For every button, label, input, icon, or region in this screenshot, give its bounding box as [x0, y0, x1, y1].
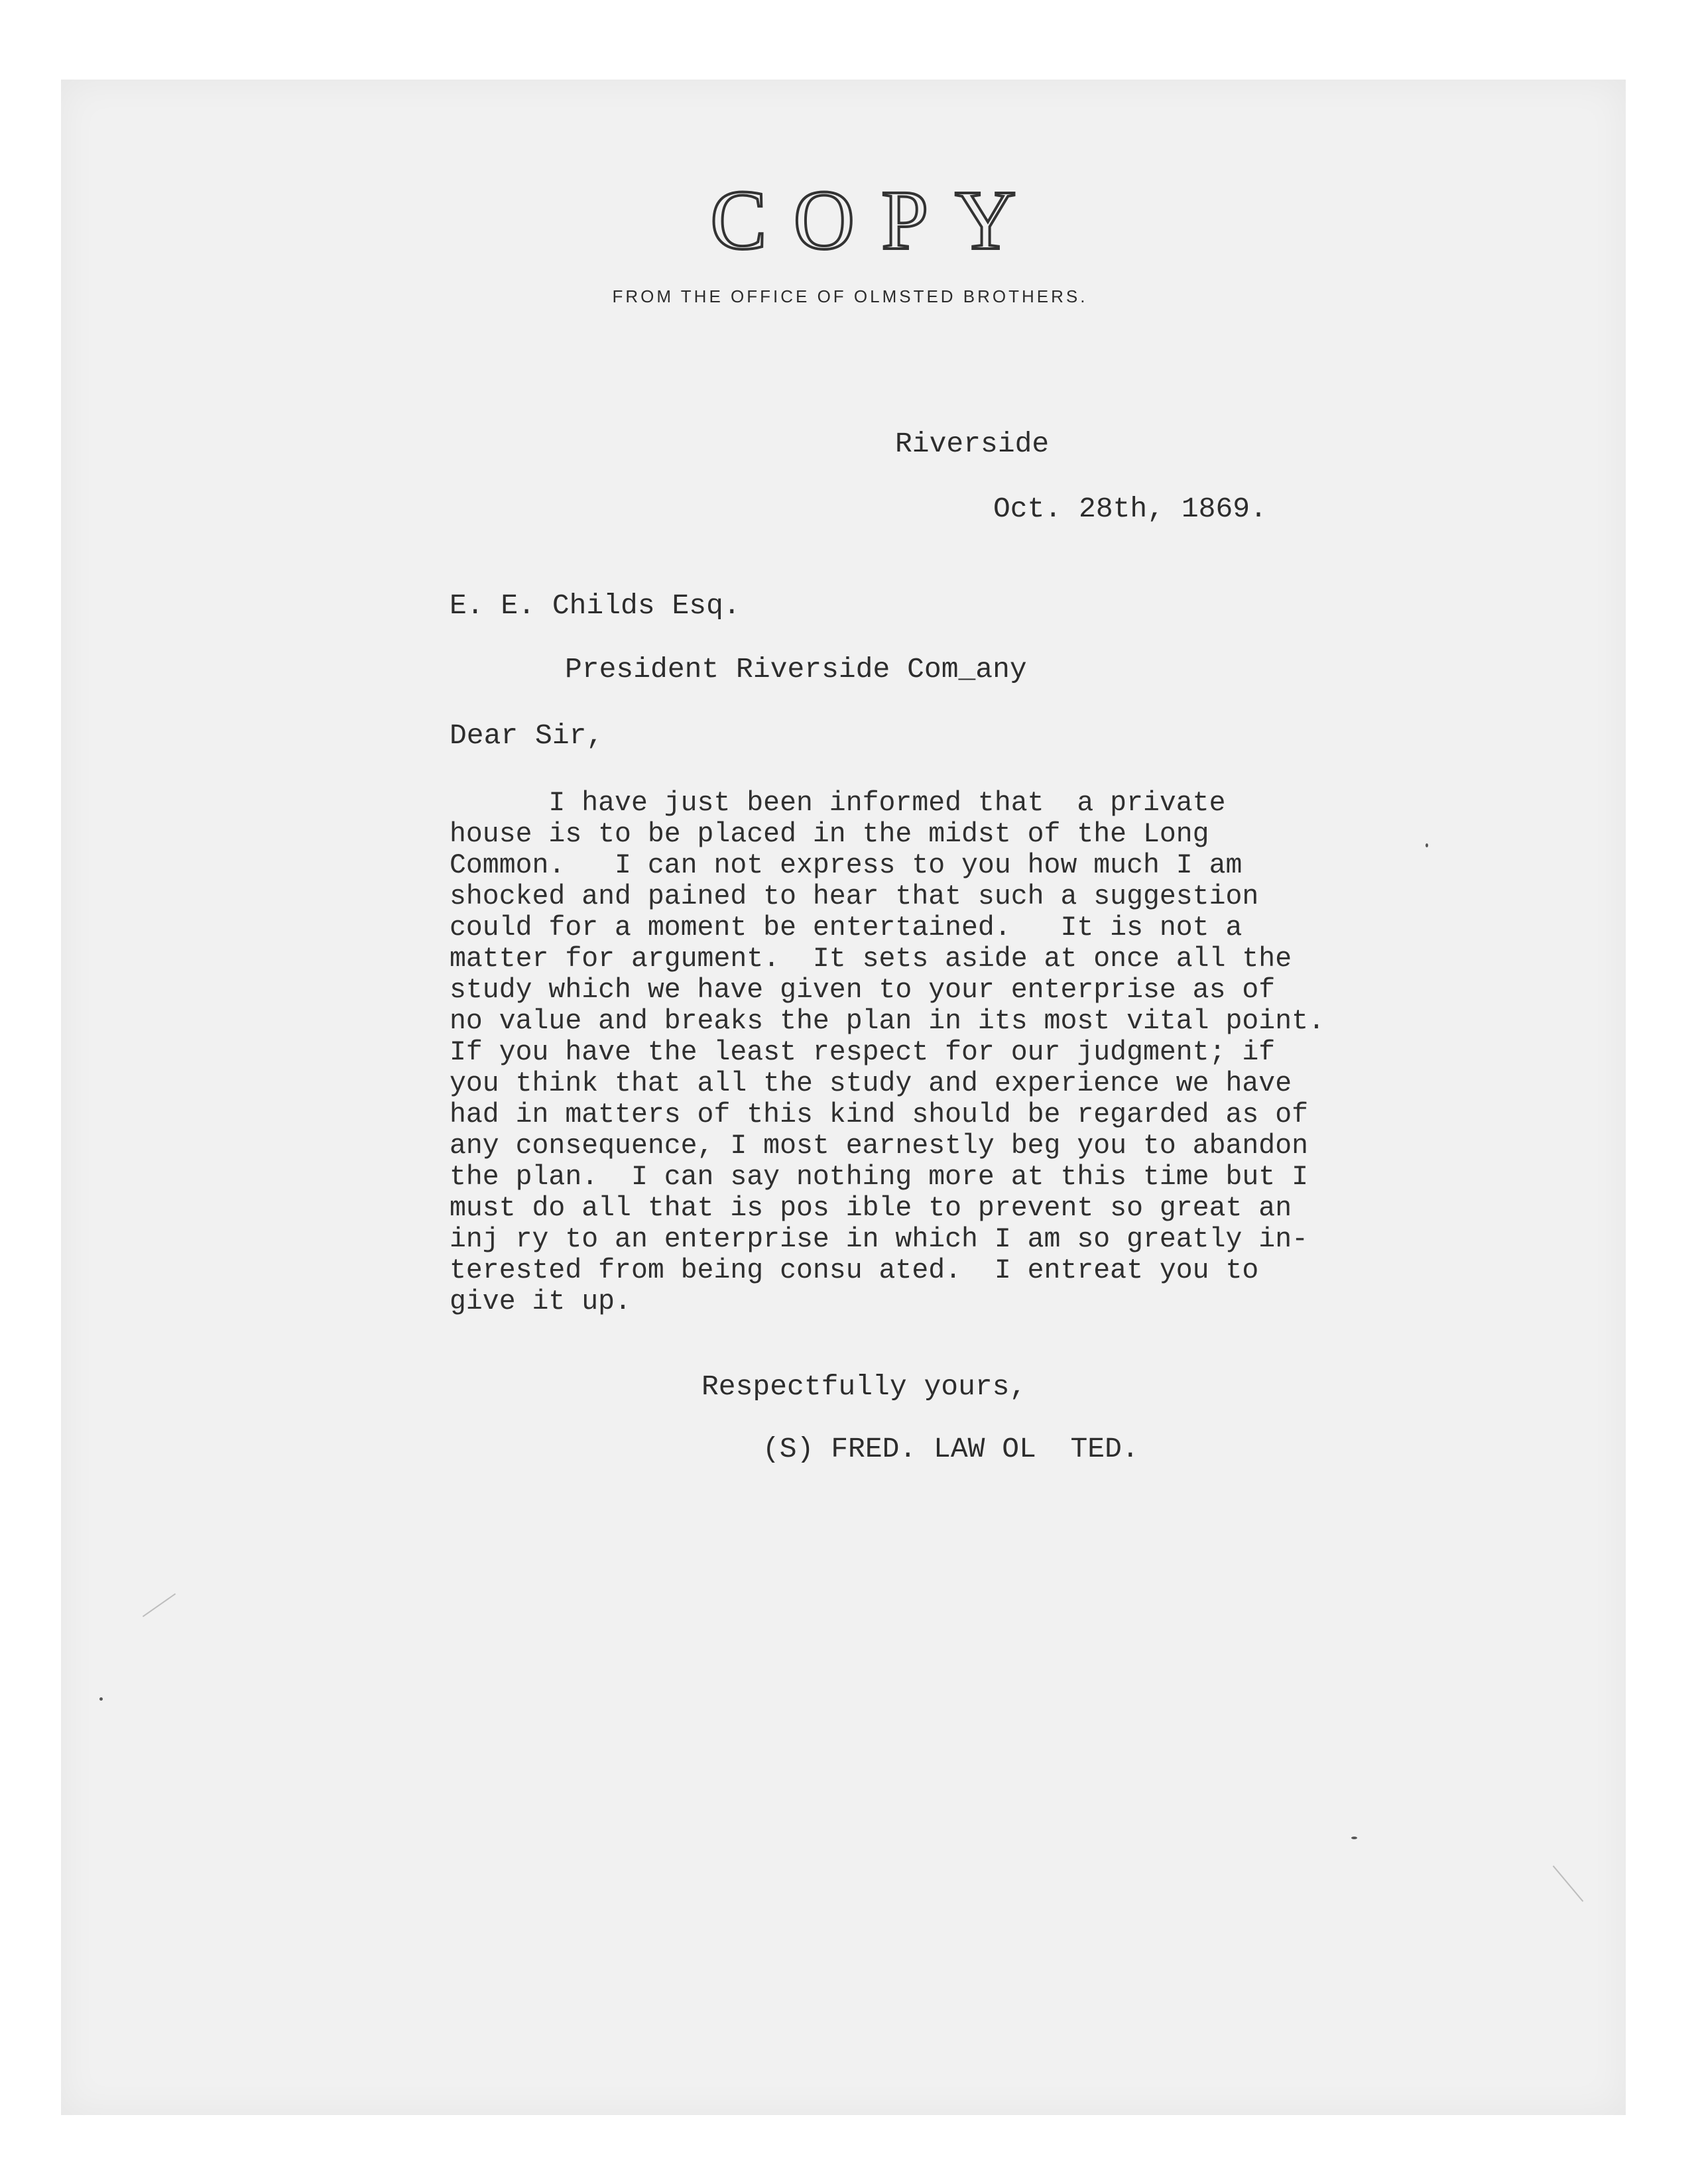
salutation: Dear Sir,	[450, 719, 604, 752]
body-line: could for a moment be entertained. It is not a	[450, 912, 1243, 943]
copy-stamp: COPY	[710, 173, 1043, 267]
body-line: give it up.	[450, 1286, 631, 1317]
letter-date: Oct. 28th, 1869.	[993, 493, 1267, 525]
office-line: FROM THE OFFICE OF OLMSTED BROTHERS.	[612, 286, 1088, 306]
signature: (S) FRED. LAW OL TED.	[762, 1433, 1139, 1465]
speck	[1351, 1837, 1357, 1839]
closing: Respectfully yours,	[701, 1370, 1027, 1403]
body-line: terested from being consu ated. I entreat you to	[450, 1255, 1259, 1286]
body-line: shocked and pained to hear that such a suggestion	[450, 881, 1259, 912]
body-line: must do all that is pos ible to prevent so great an	[450, 1193, 1292, 1224]
body-line: house is to be placed in the midst of the Long	[450, 819, 1209, 850]
body-line: had in matters of this kind should be regarded as of	[450, 1099, 1309, 1130]
body-line: you think that all the study and experience we have	[450, 1068, 1292, 1099]
speck	[99, 1697, 103, 1701]
body-line: I have just been informed that a private	[450, 788, 1226, 819]
letter-place: Riverside	[895, 428, 1050, 460]
letter-body	[450, 788, 1484, 1317]
speck	[1426, 843, 1428, 847]
body-line: matter for argument. It sets aside at once all the	[450, 943, 1292, 975]
addressee-title: President Riverside Com_any	[565, 653, 1027, 686]
addressee-name: E. E. Childs Esq.	[450, 589, 741, 622]
body-line: any consequence, I most earnestly beg you to abandon	[450, 1130, 1309, 1162]
body-line: study which we have given to your enterprise as of	[450, 975, 1276, 1006]
body-line: no value and breaks the plan in its most vital point.	[450, 1006, 1325, 1037]
body-line: inj ry to an enterprise in which I am so greatly in-	[450, 1224, 1309, 1255]
body-line: If you have the least respect for our judgment; if	[450, 1037, 1276, 1068]
body-line: the plan. I can say nothing more at this time but I	[450, 1162, 1309, 1193]
body-line: Common. I can not express to you how much I am	[450, 850, 1243, 881]
